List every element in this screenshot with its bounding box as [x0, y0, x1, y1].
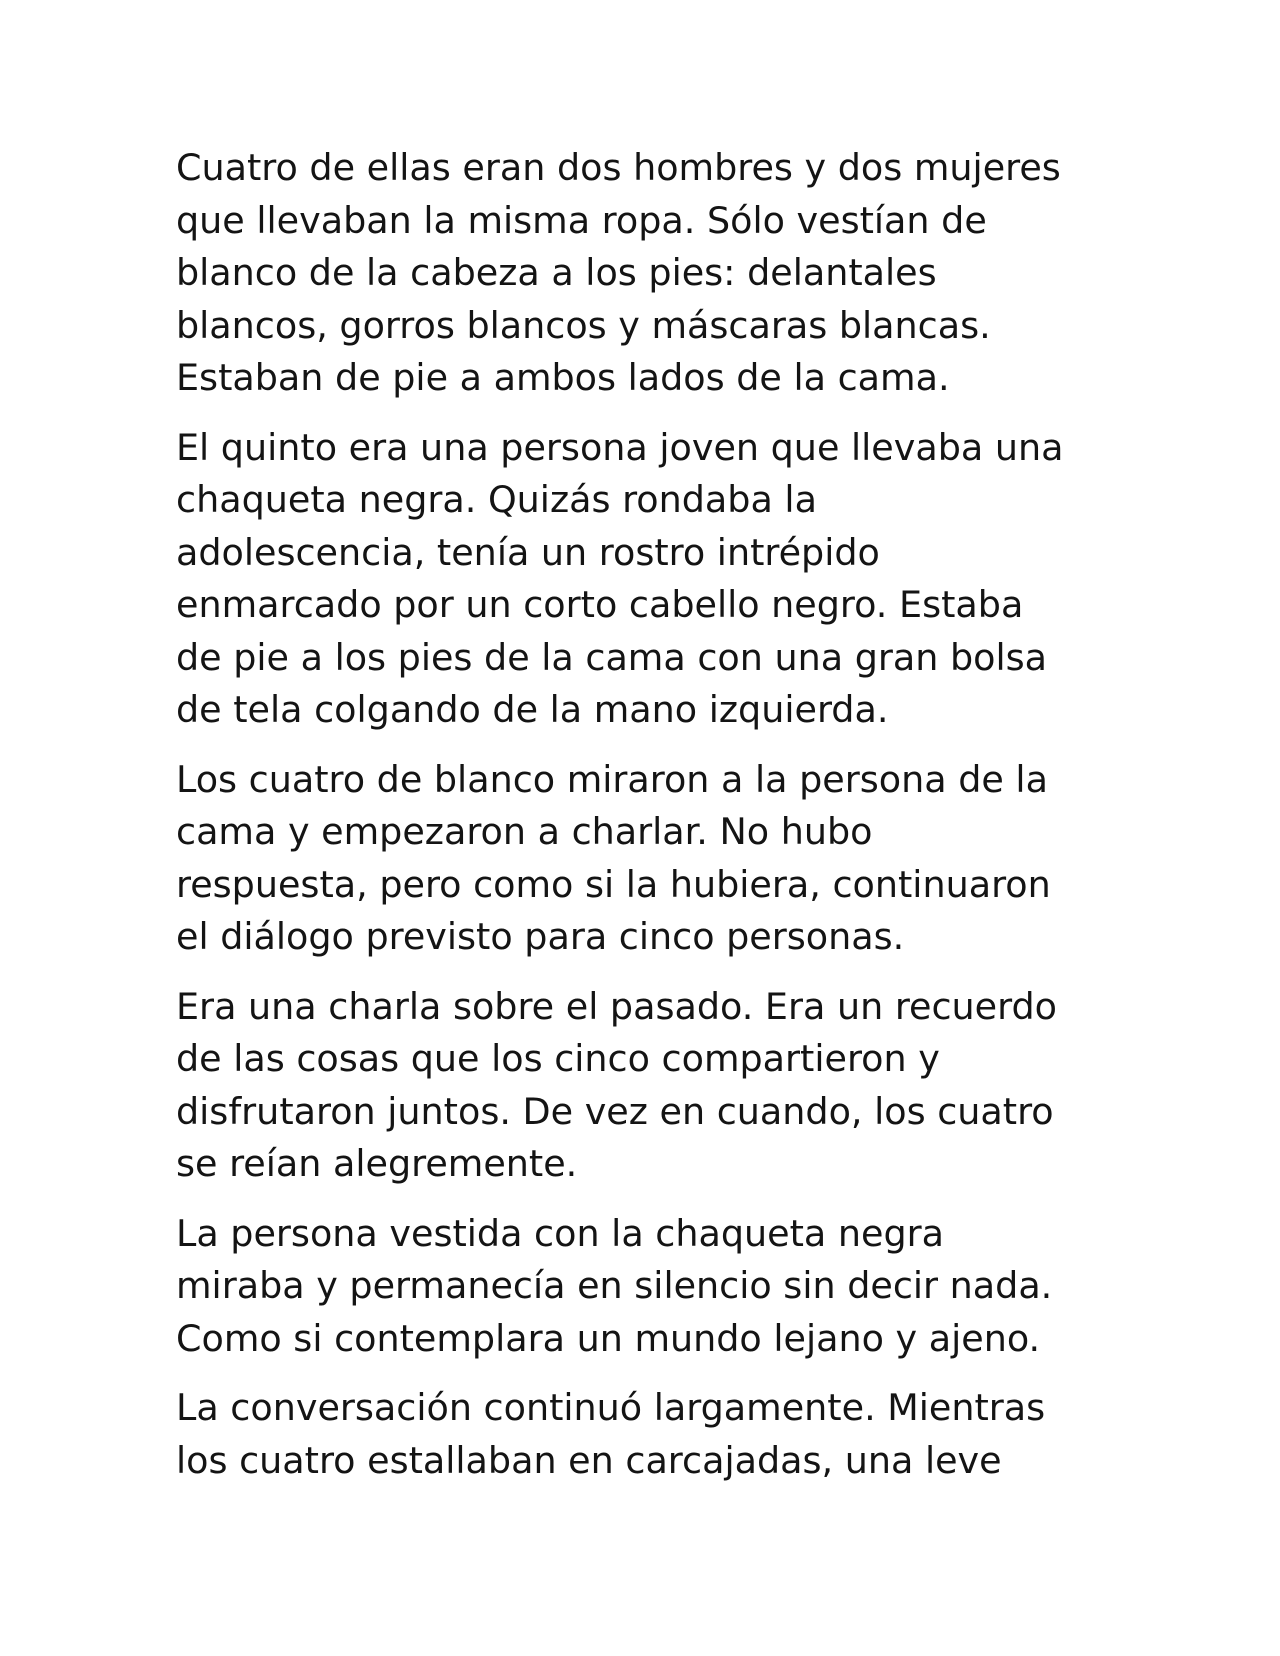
text-line: Los cuatro de blanco miraron a la persona de la [176, 757, 1048, 801]
paragraph-5 [176, 1208, 1116, 1366]
text-line: Estaban de pie a ambos lados de la cama. [176, 356, 950, 399]
text-line: enmarcado por un corto cabello negro. Estaba [176, 583, 1024, 626]
text-line: chaqueta negra. Quizás rondaba la [176, 478, 817, 521]
text-line: blancos, gorros blancos y máscaras blancas. [176, 303, 991, 347]
paragraph-1 [176, 142, 1116, 405]
text-line: La persona vestida con la chaqueta negra [176, 1211, 945, 1255]
text-line: disfrutaron juntos. De vez en cuando, los cuatro [176, 1089, 1054, 1133]
text-line: miraba y permanecía en silencio sin decir nada. [176, 1264, 1053, 1307]
text-line: los cuatro estallaban en carcajadas, una leve [176, 1438, 1002, 1482]
text-line: respuesta, pero como si la hubiera, continuaron [176, 862, 1051, 906]
text-line: que llevaban la misma ropa. Sólo vestían de [176, 198, 987, 242]
text-line: Era una charla sobre el pasado. Era un recuerdo [176, 984, 1058, 1028]
paragraph-6 [176, 1382, 1116, 1487]
text-line: se reían alegremente. [176, 1142, 578, 1185]
text-line: de tela colgando de la mano izquierda. [176, 688, 889, 731]
text-line: Como si contemplara un mundo lejano y ajeno. [176, 1316, 1041, 1360]
paragraph-3 [176, 754, 1116, 964]
text-line: El quinto era una persona joven que llevaba una [176, 425, 1064, 469]
paragraph-2 [176, 422, 1116, 737]
text-line: cama y empezaron a charlar. No hubo [176, 810, 873, 853]
text-line: blanco de la cabeza a los pies: delantales [176, 251, 937, 294]
paragraph-4 [176, 981, 1116, 1191]
text-line: de las cosas que los cinco compartieron y [176, 1037, 940, 1080]
document-page [176, 142, 1116, 1504]
text-line: de pie a los pies de la cama con una gran bolsa [176, 635, 1048, 679]
text-line: adolescencia, tenía un rostro intrépido [176, 530, 880, 574]
text-line: Cuatro de ellas eran dos hombres y dos mujeres [176, 146, 1061, 189]
text-line: La conversación continuó largamente. Mientras [176, 1386, 1046, 1429]
text-line: el diálogo previsto para cinco personas. [176, 915, 905, 958]
